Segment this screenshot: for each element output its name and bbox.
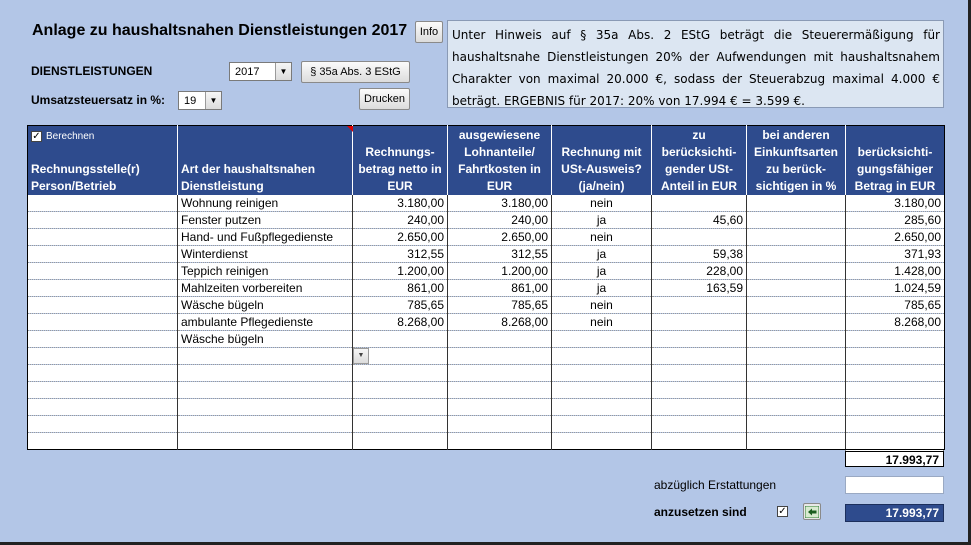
refund-label: abzüglich Erstattungen xyxy=(654,478,777,492)
table-row xyxy=(28,331,945,348)
cell-other-income[interactable] xyxy=(747,314,846,331)
cell-service[interactable]: Fenster putzen xyxy=(178,212,353,229)
cell-other-income[interactable] xyxy=(747,399,846,416)
cell-wage[interactable]: 8.268,00 xyxy=(448,314,552,331)
info-button[interactable]: Info xyxy=(415,21,443,43)
cell-eligible[interactable] xyxy=(846,416,945,433)
result-checkbox[interactable]: ✓ xyxy=(778,506,787,517)
table-row xyxy=(28,280,945,297)
cell-wage[interactable]: 861,00 xyxy=(448,280,552,297)
cell-net[interactable]: 3.180,00 xyxy=(353,195,448,212)
cell-eligible[interactable] xyxy=(846,399,945,416)
cell-other-income[interactable] xyxy=(747,365,846,382)
header-vat-share: zu berücksichti-gender USt-Anteil in EUR xyxy=(652,126,747,195)
cell-provider[interactable] xyxy=(28,314,178,331)
table-row xyxy=(28,382,945,399)
cell-provider[interactable] xyxy=(28,348,178,365)
cell-net[interactable]: 240,00 xyxy=(353,212,448,229)
cell-vat-share[interactable] xyxy=(652,365,747,382)
cell-other-income[interactable] xyxy=(747,263,846,280)
chevron-down-icon[interactable]: ▼ xyxy=(275,63,291,80)
cell-vat-invoice[interactable] xyxy=(552,365,652,382)
comment-indicator-icon xyxy=(347,126,353,132)
cell-net[interactable] xyxy=(353,365,448,382)
header-provider: ✓ Berechnen Rechnungsstelle(r) Person/Betrieb xyxy=(28,126,178,195)
cell-provider[interactable] xyxy=(28,297,178,314)
cell-vat-share[interactable] xyxy=(652,399,747,416)
header-vat-invoice: Rechnung mit USt-Ausweis? (ja/nein) xyxy=(552,126,652,195)
cell-eligible[interactable]: 785,65 xyxy=(846,297,945,314)
section-label: DIENSTLEISTUNGEN xyxy=(31,64,153,78)
calc-checkbox-label: Berechnen xyxy=(46,131,95,142)
cell-vat-invoice[interactable] xyxy=(552,331,652,348)
cell-other-income[interactable] xyxy=(747,246,846,263)
cell-net[interactable] xyxy=(353,348,448,365)
cell-service[interactable] xyxy=(178,382,353,399)
table-row xyxy=(28,314,945,331)
cell-other-income[interactable] xyxy=(747,416,846,433)
cell-eligible[interactable] xyxy=(846,331,945,348)
cell-net[interactable] xyxy=(353,399,448,416)
cell-vat-share[interactable] xyxy=(652,348,747,365)
cell-provider[interactable] xyxy=(28,263,178,280)
cell-wage[interactable]: 785,65 xyxy=(448,297,552,314)
cell-net[interactable]: 785,65 xyxy=(353,297,448,314)
cell-service[interactable]: Wäsche bügeln xyxy=(178,331,353,348)
header-service: Art der haushaltsnahen Dienstleistung xyxy=(178,126,353,195)
cell-provider[interactable] xyxy=(28,246,178,263)
table-row xyxy=(28,263,945,280)
cell-net[interactable] xyxy=(353,416,448,433)
vat-select[interactable] xyxy=(178,91,222,110)
cell-vat-invoice[interactable] xyxy=(552,348,652,365)
cell-vat-share[interactable] xyxy=(652,416,747,433)
cell-vat-invoice[interactable] xyxy=(552,433,652,450)
cell-eligible[interactable]: 371,93 xyxy=(846,246,945,263)
cell-vat-invoice[interactable]: ja xyxy=(552,212,652,229)
cell-vat-invoice[interactable]: nein xyxy=(552,195,652,212)
services-table xyxy=(27,125,945,450)
cell-service[interactable] xyxy=(178,416,353,433)
cell-net[interactable]: 1.200,00 xyxy=(353,263,448,280)
cell-vat-share[interactable]: 59,38 xyxy=(652,246,747,263)
cell-service[interactable]: Wohnung reinigen xyxy=(178,195,353,212)
cell-wage[interactable] xyxy=(448,331,552,348)
cell-net[interactable]: 8.268,00 xyxy=(353,314,448,331)
cell-eligible[interactable]: 285,60 xyxy=(846,212,945,229)
cell-vat-share[interactable] xyxy=(652,229,747,246)
cell-provider[interactable] xyxy=(28,382,178,399)
cell-wage[interactable]: 312,55 xyxy=(448,246,552,263)
cell-wage[interactable] xyxy=(448,416,552,433)
header-wage: ausgewiesene Lohnanteile/ Fahrtkosten in EUR xyxy=(448,126,552,195)
cell-provider[interactable] xyxy=(28,365,178,382)
cell-vat-share[interactable]: 45,60 xyxy=(652,212,747,229)
refund-input[interactable] xyxy=(845,476,944,494)
cell-vat-share[interactable] xyxy=(652,297,747,314)
cell-other-income[interactable] xyxy=(747,331,846,348)
table-row xyxy=(28,348,945,365)
table-row xyxy=(28,246,945,263)
chevron-down-icon[interactable]: ▼ xyxy=(205,92,221,109)
vat-select-value: 19 xyxy=(184,94,197,107)
cell-wage[interactable] xyxy=(448,348,552,365)
cell-net[interactable] xyxy=(353,433,448,450)
table-row xyxy=(28,433,945,450)
cell-other-income[interactable] xyxy=(747,280,846,297)
cell-eligible[interactable]: 8.268,00 xyxy=(846,314,945,331)
cell-wage[interactable]: 3.180,00 xyxy=(448,195,552,212)
table-row xyxy=(28,365,945,382)
cell-provider[interactable] xyxy=(28,195,178,212)
result-value: 17.993,77 xyxy=(845,504,944,522)
cell-vat-invoice[interactable]: nein xyxy=(552,229,652,246)
cell-wage[interactable] xyxy=(448,399,552,416)
cell-service[interactable] xyxy=(178,399,353,416)
header-other-income: bei anderen Einkunftsarten zu berück-sichtigen in % xyxy=(747,126,846,195)
table-row xyxy=(28,399,945,416)
cell-eligible[interactable]: 1.428,00 xyxy=(846,263,945,280)
cell-service[interactable]: Wäsche bügeln xyxy=(178,297,353,314)
table-row xyxy=(28,416,945,433)
cell-vat-invoice[interactable]: nein xyxy=(552,314,652,331)
cell-net[interactable]: 861,00 xyxy=(353,280,448,297)
cell-vat-share[interactable]: 228,00 xyxy=(652,263,747,280)
result-label: anzusetzen sind xyxy=(654,505,747,519)
cell-other-income[interactable] xyxy=(747,433,846,450)
calc-checkbox-row[interactable] xyxy=(31,128,94,145)
cell-wage[interactable]: 240,00 xyxy=(448,212,552,229)
header-eligible: berücksichti-gungsfähiger Betrag in EUR xyxy=(846,126,945,195)
cell-service[interactable]: Winterdienst xyxy=(178,246,353,263)
cell-other-income[interactable] xyxy=(747,212,846,229)
calc-checkbox[interactable]: ✓ xyxy=(32,131,41,142)
cell-provider[interactable] xyxy=(28,229,178,246)
info-text-box: Unter Hinweis auf § 35a Abs. 2 EStG beträgt die Steuerermäßigung für haushaltsnahe Dienstleistungen 20% der Aufwendungen mit haushaltsnahem Charakter von maximal 20.000 €, sodass der Steuerabzug maximal 4.000 € beträgt. ERGEBNIS für 2017: 20% von 17.994 € = 3.599 €. xyxy=(447,20,944,108)
cell-provider[interactable] xyxy=(28,433,178,450)
cell-vat-share[interactable]: 163,59 xyxy=(652,280,747,297)
cell-service[interactable]: Hand- und Fußpflegedienste xyxy=(178,229,353,246)
cell-eligible[interactable] xyxy=(846,348,945,365)
year-select-value: 2017 xyxy=(235,65,260,78)
cell-vat-invoice[interactable]: nein xyxy=(552,297,652,314)
cell-provider[interactable] xyxy=(28,416,178,433)
cell-service[interactable] xyxy=(178,433,353,450)
cell-vat-invoice[interactable]: ja xyxy=(552,280,652,297)
cell-provider[interactable] xyxy=(28,331,178,348)
table-row xyxy=(28,195,945,212)
cell-service[interactable] xyxy=(178,348,353,365)
arrow-left-icon[interactable] xyxy=(803,503,821,520)
total-value: 17.993,77 xyxy=(845,449,944,467)
cell-service[interactable]: Mahlzeiten vorbereiten xyxy=(178,280,353,297)
cell-wage[interactable]: 1.200,00 xyxy=(448,263,552,280)
year-select[interactable] xyxy=(229,62,292,81)
cell-dropdown-icon[interactable]: ▼ xyxy=(353,348,369,364)
cell-vat-invoice[interactable] xyxy=(552,382,652,399)
table-row xyxy=(28,212,945,229)
print-button[interactable]: Drucken xyxy=(359,88,410,110)
cell-wage[interactable] xyxy=(448,365,552,382)
cell-vat-share[interactable] xyxy=(652,331,747,348)
table-row xyxy=(28,229,945,246)
cell-vat-share[interactable] xyxy=(652,195,747,212)
cell-vat-share[interactable] xyxy=(652,314,747,331)
page-title: Anlage zu haushaltsnahen Dienstleistungen 2017 xyxy=(32,22,408,39)
cell-vat-invoice[interactable]: ja xyxy=(552,263,652,280)
cell-net[interactable]: 312,55 xyxy=(353,246,448,263)
cell-other-income[interactable] xyxy=(747,382,846,399)
cell-wage[interactable] xyxy=(448,382,552,399)
cell-net[interactable] xyxy=(353,331,448,348)
cell-net[interactable] xyxy=(353,382,448,399)
table-row xyxy=(28,297,945,314)
vat-label: Umsatzsteuersatz in %: xyxy=(31,93,166,107)
law-button[interactable]: § 35a Abs. 3 EStG xyxy=(301,61,410,83)
cell-wage[interactable] xyxy=(448,433,552,450)
cell-vat-share[interactable] xyxy=(652,433,747,450)
cell-provider[interactable] xyxy=(28,280,178,297)
cell-provider[interactable] xyxy=(28,399,178,416)
cell-net[interactable]: 2.650,00 xyxy=(353,229,448,246)
cell-service[interactable]: ambulante Pflegedienste xyxy=(178,314,353,331)
cell-eligible[interactable] xyxy=(846,365,945,382)
cell-eligible[interactable]: 3.180,00 xyxy=(846,195,945,212)
cell-vat-share[interactable] xyxy=(652,382,747,399)
header-net: Rechnungs-betrag netto in EUR xyxy=(353,126,448,195)
cell-other-income[interactable] xyxy=(747,195,846,212)
cell-other-income[interactable] xyxy=(747,348,846,365)
cell-eligible[interactable] xyxy=(846,433,945,450)
cell-vat-invoice[interactable] xyxy=(552,399,652,416)
cell-other-income[interactable] xyxy=(747,229,846,246)
cell-eligible[interactable]: 2.650,00 xyxy=(846,229,945,246)
cell-service[interactable] xyxy=(178,365,353,382)
cell-vat-invoice[interactable] xyxy=(552,416,652,433)
cell-eligible[interactable] xyxy=(846,382,945,399)
cell-wage[interactable]: 2.650,00 xyxy=(448,229,552,246)
cell-service[interactable]: Teppich reinigen xyxy=(178,263,353,280)
cell-eligible[interactable]: 1.024,59 xyxy=(846,280,945,297)
cell-vat-invoice[interactable]: ja xyxy=(552,246,652,263)
cell-provider[interactable] xyxy=(28,212,178,229)
cell-other-income[interactable] xyxy=(747,297,846,314)
